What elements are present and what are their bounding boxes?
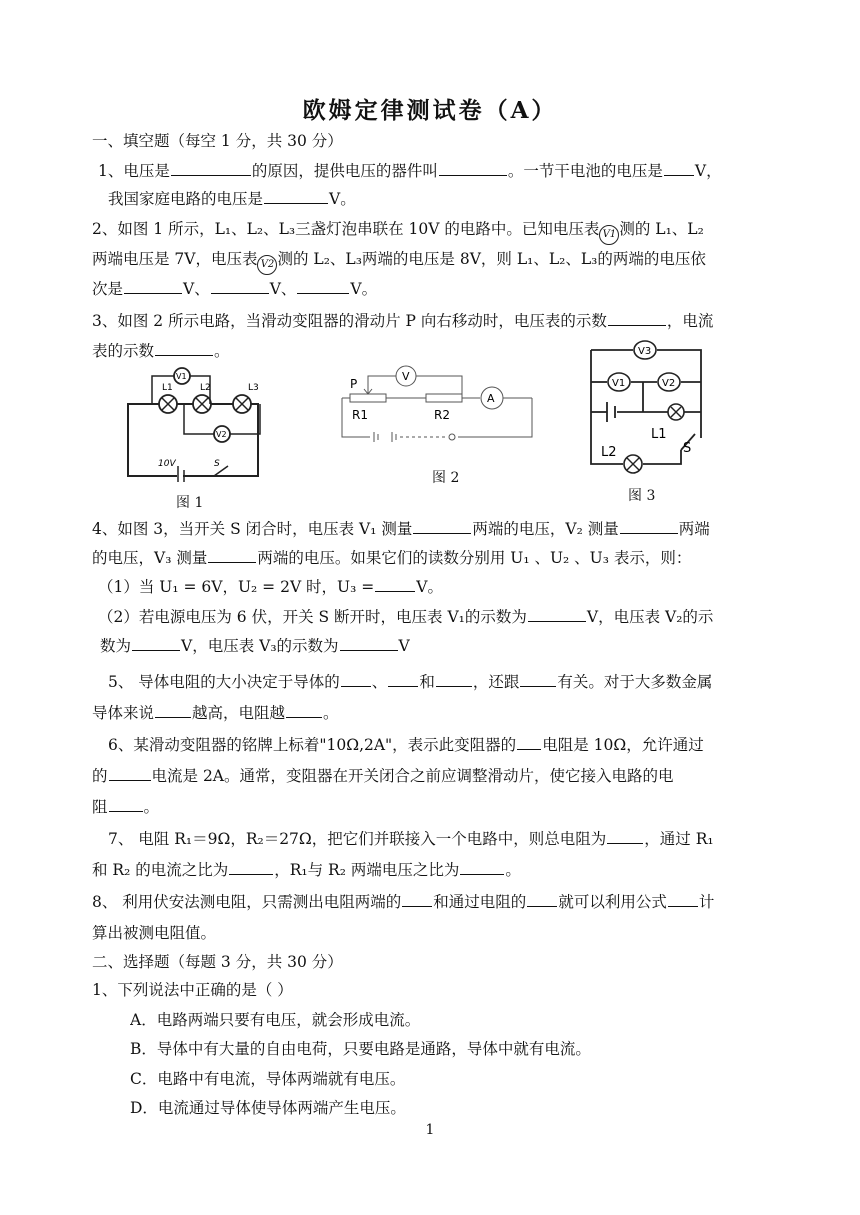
blank[interactable] — [109, 765, 151, 781]
voltmeter-v3-label: V3 — [638, 346, 652, 357]
section-heading-fill-in: 一、填空题（每空 1 分，共 30 分） — [92, 132, 343, 150]
blank[interactable] — [211, 278, 269, 294]
question-6-line-2: 的 电流是 2A。通常，变阻器在开关闭合之前应调整滑动片，使它接入电路的电 — [92, 767, 674, 785]
figure-1-caption: 图 1 — [176, 495, 204, 511]
blank[interactable] — [297, 278, 349, 294]
page-title: 欧姆定律测试卷（A） — [302, 97, 558, 124]
blank[interactable] — [439, 160, 507, 176]
mc-question-1-option-c[interactable]: C．电路中有电流，导体两端就有电压。 — [130, 1070, 406, 1088]
blank[interactable] — [668, 891, 698, 907]
blank[interactable] — [171, 160, 251, 176]
blank[interactable] — [208, 547, 256, 563]
blank[interactable] — [520, 671, 556, 687]
blank[interactable] — [664, 160, 694, 176]
voltmeter-v1-label: V1 — [612, 378, 626, 389]
voltmeter-v2-label: V2 — [662, 378, 676, 389]
lamp-l2-label: L2 — [601, 445, 617, 460]
question-5-line-2: 导体来说 越高，电阻越 。 — [92, 704, 339, 722]
blank[interactable] — [124, 278, 182, 294]
question-8-line-1: 8、 利用伏安法测电阻，只需测出电阻两端的 和通过电阻的 就可以利用公式 计 — [92, 893, 715, 911]
question-4-sub-1: （1）当 U₁ = 6V，U₂ = 2V 时，U₃ = V。 — [98, 578, 443, 596]
figure-3-caption: 图 3 — [628, 488, 656, 504]
voltmeter-v2-icon: V2 — [257, 255, 277, 275]
question-4-sub-2-line-2: 数为 V，电压表 V₃的示数为 V — [100, 637, 410, 655]
section-heading-multiple-choice: 二、选择题（每题 3 分，共 30 分） — [92, 953, 343, 971]
question-2-line-3: 次是 V、 V、 V。 — [92, 280, 378, 298]
question-1-line-1: 1、电压是 的原因，提供电压的器件叫 。一节干电池的电压是 V， — [98, 162, 722, 180]
blank[interactable] — [402, 891, 432, 907]
mc-question-1-option-d[interactable]: D．电流通过导体使导体两端产生电压。 — [130, 1099, 406, 1117]
question-4-sub-2-line-1: （2）若电源电压为 6 伏，开关 S 断开时，电压表 V₁的示数为 V，电压表 V₂的示 — [98, 608, 714, 626]
blank[interactable] — [341, 671, 371, 687]
figure-3-circuit — [585, 338, 715, 478]
blank[interactable] — [229, 859, 273, 875]
question-4-line-1: 4、如图 3，当开关 S 闭合时，电压表 V₁ 测量 两端的电压，V₂ 测量 两端 — [92, 520, 710, 538]
voltmeter-v2-label: V2 — [216, 430, 227, 439]
blank[interactable] — [155, 702, 191, 718]
question-2-line-1: 2、如图 1 所示，L₁、L₂、L₃三盏灯泡串联在 10V 的电路中。已知电压表 V1 测的 L₁、L₂ — [92, 218, 768, 245]
blank[interactable] — [388, 671, 418, 687]
question-8-line-2: 算出被测电阻值。 — [92, 924, 217, 942]
question-2-line-2: 两端电压是 7V，电压表 V2 测的 L₂、L₃两端的电压是 8V，则 L₁、L₂、L₃的两端的电压依 — [92, 248, 768, 275]
page-number: 1 — [425, 1122, 435, 1138]
voltmeter-v1-label: V1 — [176, 372, 187, 381]
blank[interactable] — [620, 518, 678, 534]
resistor-r2-label: R2 — [434, 408, 450, 422]
lamp-l3-label: L3 — [248, 383, 259, 393]
mc-question-1-option-a[interactable]: A．电路两端只要有电压，就会形成电流。 — [130, 1011, 421, 1029]
switch-label: S — [214, 459, 220, 469]
question-7-line-2: 和 R₂ 的电流之比为 ，R₁与 R₂ 两端电压之比为 。 — [92, 861, 521, 879]
figure-2-circuit — [330, 362, 540, 447]
switch-s-label: S — [683, 441, 692, 456]
blank[interactable] — [607, 828, 643, 844]
blank[interactable] — [460, 859, 504, 875]
question-6-line-3: 阻 。 — [92, 798, 160, 816]
blank[interactable] — [340, 635, 398, 651]
blank[interactable] — [436, 671, 472, 687]
blank[interactable] — [528, 606, 586, 622]
blank[interactable] — [375, 576, 415, 592]
lamp-l2-label: L2 — [200, 383, 211, 393]
lamp-l1-label: L1 — [162, 383, 173, 393]
question-3-line-1: 3、如图 2 所示电路，当滑动变阻器的滑动片 P 向右移动时，电压表的示数 ，电流 — [92, 312, 714, 330]
blank[interactable] — [286, 702, 322, 718]
battery-label: 10V — [158, 459, 176, 469]
blank[interactable] — [517, 734, 541, 750]
question-5-line-1: 5、 导体电阻的大小决定于导体的 、 和 ，还跟 有关。对于大多数金属 — [108, 673, 713, 691]
lamp-l1-label: L1 — [651, 427, 667, 442]
question-1-line-2: 我国家庭电路的电压是 V。 — [108, 190, 356, 208]
blank[interactable] — [413, 518, 471, 534]
figure-2-caption: 图 2 — [432, 470, 460, 486]
blank[interactable] — [132, 635, 180, 651]
resistor-r1-label: R1 — [352, 408, 368, 422]
blank[interactable] — [608, 310, 666, 326]
blank[interactable] — [527, 891, 557, 907]
question-4-line-2: 的电压，V₃ 测量 两端的电压。如果它们的读数分别用 U₁ 、U₂ 、U₃ 表示，则： — [92, 549, 692, 567]
blank[interactable] — [264, 188, 328, 204]
ammeter-label: A — [487, 392, 495, 405]
voltmeter-v1-icon: V1 — [599, 225, 619, 245]
figure-1-circuit — [120, 362, 270, 482]
slider-p-label: P — [350, 377, 358, 391]
question-6-line-1: 6、某滑动变阻器的铭牌上标着"10Ω,2A"，表示此变阻器的 电阻是 10Ω，允许通过 — [108, 736, 704, 754]
voltmeter-label: V — [402, 370, 410, 383]
blank[interactable] — [109, 796, 143, 812]
question-7-line-1: 7、 电阻 R₁＝9Ω，R₂＝27Ω，把它们并联接入一个电路中，则总电阻为 ，通过 R₁ — [108, 830, 714, 848]
mc-question-1-stem: 1、下列说法中正确的是（ ） — [92, 981, 293, 999]
blank[interactable] — [155, 340, 213, 356]
mc-question-1-option-b[interactable]: B．导体中有大量的自由电荷，只要电路是通路，导体中就有电流。 — [130, 1040, 591, 1058]
question-3-line-2: 表的示数 。 — [92, 342, 230, 360]
